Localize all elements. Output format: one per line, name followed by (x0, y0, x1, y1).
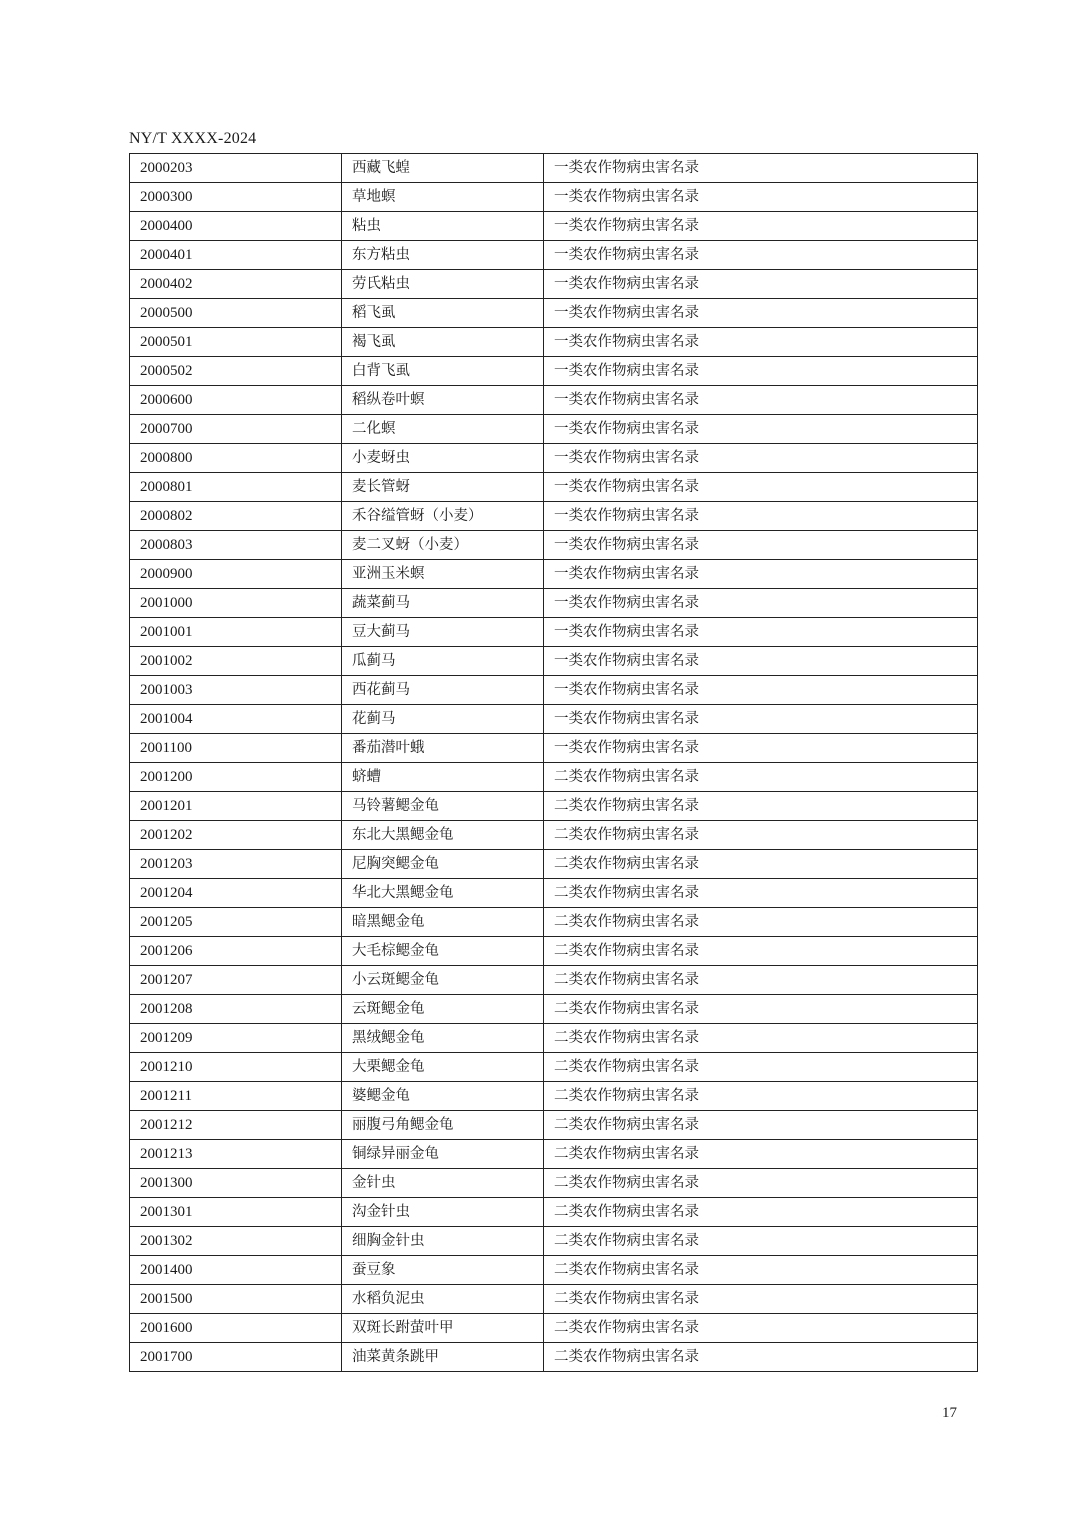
catalog-category-cell: 二类农作物病虫害名录 (544, 908, 978, 937)
pest-name-cell: 豆大蓟马 (342, 618, 544, 647)
pest-code-cell: 2000203 (130, 154, 342, 183)
table-row (130, 995, 978, 1024)
pest-code-cell: 2001003 (130, 676, 342, 705)
table-row (130, 270, 978, 299)
catalog-category-cell: 一类农作物病虫害名录 (544, 444, 978, 473)
page-number: 17 (942, 1405, 957, 1421)
pest-code-cell: 2001210 (130, 1053, 342, 1082)
pest-code-cell: 2001209 (130, 1024, 342, 1053)
pest-name-cell: 黑绒鳃金龟 (342, 1024, 544, 1053)
catalog-category-cell: 一类农作物病虫害名录 (544, 241, 978, 270)
catalog-category-cell: 二类农作物病虫害名录 (544, 1314, 978, 1343)
table-row (130, 531, 978, 560)
pest-name-cell: 东方粘虫 (342, 241, 544, 270)
table-row (130, 473, 978, 502)
pest-name-cell: 稻纵卷叶螟 (342, 386, 544, 415)
table-row (130, 299, 978, 328)
table-row (130, 705, 978, 734)
pest-name-cell: 亚洲玉米螟 (342, 560, 544, 589)
pest-name-cell: 白背飞虱 (342, 357, 544, 386)
pest-name-cell: 水稻负泥虫 (342, 1285, 544, 1314)
pest-name-cell: 马铃薯鳃金龟 (342, 792, 544, 821)
catalog-category-cell: 一类农作物病虫害名录 (544, 357, 978, 386)
pest-name-cell: 小云斑鳃金龟 (342, 966, 544, 995)
pest-code-cell: 2000501 (130, 328, 342, 357)
pest-code-cell: 2001211 (130, 1082, 342, 1111)
pest-name-cell: 东北大黑鳃金龟 (342, 821, 544, 850)
catalog-category-cell: 二类农作物病虫害名录 (544, 1256, 978, 1285)
table-row (130, 1285, 978, 1314)
table-row (130, 502, 978, 531)
pest-name-cell: 大毛棕鳃金龟 (342, 937, 544, 966)
pest-name-cell: 花蓟马 (342, 705, 544, 734)
table-row (130, 1314, 978, 1343)
pest-code-cell: 2001200 (130, 763, 342, 792)
catalog-category-cell: 一类农作物病虫害名录 (544, 328, 978, 357)
pest-code-cell: 2001700 (130, 1343, 342, 1372)
catalog-category-cell: 一类农作物病虫害名录 (544, 589, 978, 618)
table-row (130, 1227, 978, 1256)
pest-name-cell: 西花蓟马 (342, 676, 544, 705)
pest-name-cell: 金针虫 (342, 1169, 544, 1198)
table-row (130, 357, 978, 386)
catalog-category-cell: 一类农作物病虫害名录 (544, 531, 978, 560)
pest-code-cell: 2000700 (130, 415, 342, 444)
catalog-category-cell: 二类农作物病虫害名录 (544, 995, 978, 1024)
catalog-category-cell: 二类农作物病虫害名录 (544, 792, 978, 821)
catalog-category-cell: 二类农作物病虫害名录 (544, 1198, 978, 1227)
table-row (130, 1024, 978, 1053)
catalog-category-cell: 一类农作物病虫害名录 (544, 473, 978, 502)
table-row (130, 415, 978, 444)
pest-code-cell: 2000401 (130, 241, 342, 270)
pest-name-cell: 麦长管蚜 (342, 473, 544, 502)
table-row (130, 879, 978, 908)
table-row (130, 647, 978, 676)
pest-name-cell: 云斑鳃金龟 (342, 995, 544, 1024)
pest-code-cell: 2000400 (130, 212, 342, 241)
table-row (130, 444, 978, 473)
table-row (130, 386, 978, 415)
pest-name-cell: 双斑长跗萤叶甲 (342, 1314, 544, 1343)
pest-code-cell: 2001500 (130, 1285, 342, 1314)
pest-name-cell: 番茄潜叶蛾 (342, 734, 544, 763)
pest-code-cell: 2001400 (130, 1256, 342, 1285)
table-row (130, 1053, 978, 1082)
pest-code-cell: 2001204 (130, 879, 342, 908)
catalog-category-cell: 一类农作物病虫害名录 (544, 618, 978, 647)
pest-name-cell: 丽腹弓角鳃金龟 (342, 1111, 544, 1140)
table-row (130, 1111, 978, 1140)
table-row (130, 618, 978, 647)
table-row (130, 328, 978, 357)
pest-name-cell: 麦二叉蚜（小麦） (342, 531, 544, 560)
pest-code-cell: 2001202 (130, 821, 342, 850)
catalog-category-cell: 二类农作物病虫害名录 (544, 1343, 978, 1372)
pest-name-cell: 婆鳃金龟 (342, 1082, 544, 1111)
pest-code-cell: 2001100 (130, 734, 342, 763)
table-row (130, 821, 978, 850)
pest-code-cell: 2001002 (130, 647, 342, 676)
pest-code-cell: 2000803 (130, 531, 342, 560)
pest-code-cell: 2001301 (130, 1198, 342, 1227)
catalog-category-cell: 一类农作物病虫害名录 (544, 415, 978, 444)
pest-code-cell: 2000802 (130, 502, 342, 531)
table-row (130, 763, 978, 792)
pest-name-cell: 劳氏粘虫 (342, 270, 544, 299)
pest-code-cell: 2001212 (130, 1111, 342, 1140)
catalog-category-cell: 一类农作物病虫害名录 (544, 183, 978, 212)
pest-name-cell: 小麦蚜虫 (342, 444, 544, 473)
catalog-category-cell: 一类农作物病虫害名录 (544, 647, 978, 676)
catalog-category-cell: 二类农作物病虫害名录 (544, 1140, 978, 1169)
catalog-category-cell: 二类农作物病虫害名录 (544, 1227, 978, 1256)
pest-code-cell: 2001000 (130, 589, 342, 618)
pest-name-cell: 禾谷缢管蚜（小麦） (342, 502, 544, 531)
catalog-category-cell: 一类农作物病虫害名录 (544, 560, 978, 589)
pest-code-cell: 2001300 (130, 1169, 342, 1198)
pest-name-cell: 粘虫 (342, 212, 544, 241)
catalog-category-cell: 一类农作物病虫害名录 (544, 386, 978, 415)
pest-code-cell: 2001201 (130, 792, 342, 821)
pest-name-cell: 大栗鳃金龟 (342, 1053, 544, 1082)
table-row (130, 183, 978, 212)
catalog-category-cell: 二类农作物病虫害名录 (544, 821, 978, 850)
pest-code-cell: 2001205 (130, 908, 342, 937)
catalog-category-cell: 二类农作物病虫害名录 (544, 763, 978, 792)
pest-name-cell: 油菜黄条跳甲 (342, 1343, 544, 1372)
pest-name-cell: 褐飞虱 (342, 328, 544, 357)
pest-code-cell: 2000801 (130, 473, 342, 502)
table-row (130, 241, 978, 270)
pest-code-cell: 2001302 (130, 1227, 342, 1256)
table-row (130, 1169, 978, 1198)
pest-name-cell: 瓜蓟马 (342, 647, 544, 676)
catalog-category-cell: 一类农作物病虫害名录 (544, 734, 978, 763)
catalog-category-cell: 一类农作物病虫害名录 (544, 212, 978, 241)
catalog-category-cell: 一类农作物病虫害名录 (544, 154, 978, 183)
catalog-category-cell: 二类农作物病虫害名录 (544, 1285, 978, 1314)
pest-name-cell: 细胸金针虫 (342, 1227, 544, 1256)
pest-code-cell: 2001203 (130, 850, 342, 879)
pest-name-cell: 铜绿异丽金龟 (342, 1140, 544, 1169)
table-row (130, 792, 978, 821)
pest-name-cell: 二化螟 (342, 415, 544, 444)
table-row (130, 734, 978, 763)
pest-name-cell: 蛴螬 (342, 763, 544, 792)
standard-code-header: NY/T XXXX-2024 (129, 130, 257, 147)
pest-name-cell: 华北大黑鳃金龟 (342, 879, 544, 908)
pest-code-cell: 2001001 (130, 618, 342, 647)
pest-code-cell: 2001207 (130, 966, 342, 995)
table-row (130, 1343, 978, 1372)
pest-code-cell: 2000500 (130, 299, 342, 328)
catalog-category-cell: 一类农作物病虫害名录 (544, 676, 978, 705)
pest-name-cell: 沟金针虫 (342, 1198, 544, 1227)
pest-code-cell: 2000502 (130, 357, 342, 386)
table-row (130, 1256, 978, 1285)
catalog-category-cell: 二类农作物病虫害名录 (544, 937, 978, 966)
pest-name-cell: 稻飞虱 (342, 299, 544, 328)
table-row (130, 1198, 978, 1227)
catalog-category-cell: 二类农作物病虫害名录 (544, 1053, 978, 1082)
catalog-category-cell: 二类农作物病虫害名录 (544, 1082, 978, 1111)
pest-name-cell: 蔬菜蓟马 (342, 589, 544, 618)
catalog-category-cell: 一类农作物病虫害名录 (544, 502, 978, 531)
table-row (130, 850, 978, 879)
table-body (130, 154, 978, 1372)
table-row (130, 937, 978, 966)
table-row (130, 589, 978, 618)
table-row (130, 154, 978, 183)
catalog-category-cell: 一类农作物病虫害名录 (544, 299, 978, 328)
pest-code-cell: 2001004 (130, 705, 342, 734)
pest-code-cell: 2001213 (130, 1140, 342, 1169)
pest-code-cell: 2000900 (130, 560, 342, 589)
table-row (130, 560, 978, 589)
pest-name-cell: 草地螟 (342, 183, 544, 212)
pest-code-cell: 2000402 (130, 270, 342, 299)
table-row (130, 1140, 978, 1169)
pest-code-cell: 2000600 (130, 386, 342, 415)
pest-name-cell: 暗黑鳃金龟 (342, 908, 544, 937)
table-row (130, 212, 978, 241)
table-row (130, 1082, 978, 1111)
catalog-category-cell: 二类农作物病虫害名录 (544, 850, 978, 879)
pest-code-cell: 2000800 (130, 444, 342, 473)
catalog-category-cell: 二类农作物病虫害名录 (544, 1111, 978, 1140)
catalog-category-cell: 一类农作物病虫害名录 (544, 705, 978, 734)
table-row (130, 966, 978, 995)
pest-code-cell: 2001206 (130, 937, 342, 966)
catalog-category-cell: 一类农作物病虫害名录 (544, 270, 978, 299)
table-row (130, 676, 978, 705)
catalog-category-cell: 二类农作物病虫害名录 (544, 1024, 978, 1053)
catalog-category-cell: 二类农作物病虫害名录 (544, 966, 978, 995)
pest-name-cell: 尼胸突鳃金龟 (342, 850, 544, 879)
pest-code-cell: 2001208 (130, 995, 342, 1024)
catalog-category-cell: 二类农作物病虫害名录 (544, 879, 978, 908)
pest-name-cell: 蚕豆象 (342, 1256, 544, 1285)
pest-code-cell: 2000300 (130, 183, 342, 212)
table-row (130, 908, 978, 937)
pest-name-cell: 西藏飞蝗 (342, 154, 544, 183)
pest-list-table (129, 153, 978, 1372)
pest-code-cell: 2001600 (130, 1314, 342, 1343)
catalog-category-cell: 二类农作物病虫害名录 (544, 1169, 978, 1198)
